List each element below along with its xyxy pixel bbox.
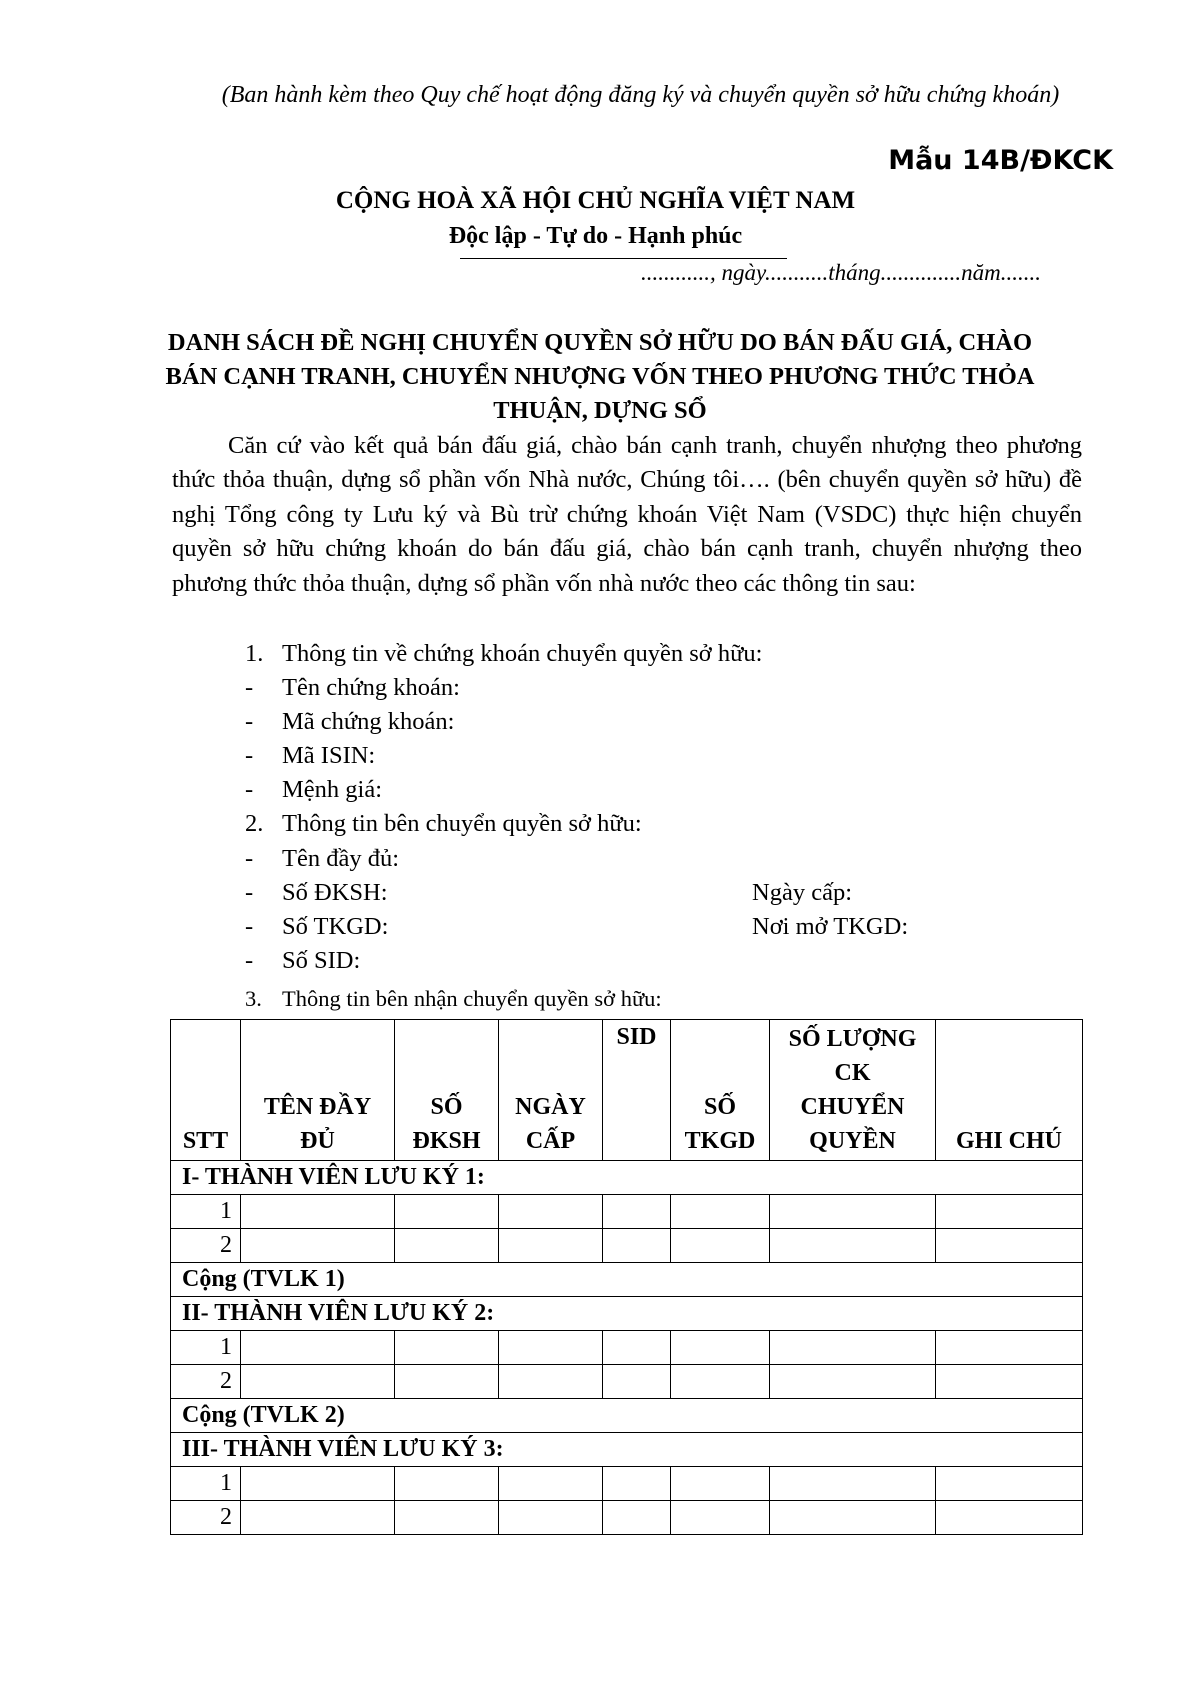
group-label: II- THÀNH VIÊN LƯU KÝ 2: [171, 1297, 1083, 1331]
header-line: ĐỦ [300, 1128, 335, 1154]
header-line: CẤP [525, 1128, 576, 1154]
cell [770, 1467, 936, 1501]
dksh-label: Số ĐKSH: [282, 879, 388, 906]
section-3-heading: Thông tin bên nhận chuyển quyền sở hữu: [282, 986, 662, 1011]
table-row [171, 1501, 1083, 1535]
sid-label: Số SID: [282, 947, 361, 974]
cell [770, 1229, 936, 1263]
date-line: ............, ngày...........tháng..............năm....... [641, 260, 1041, 285]
cell [936, 1331, 1083, 1365]
cell [770, 1195, 936, 1229]
header-line: CK [834, 1060, 871, 1086]
header-line: QUYỀN [809, 1128, 896, 1154]
group-heading-row [171, 1161, 1083, 1195]
cell [936, 1467, 1083, 1501]
cell [936, 1501, 1083, 1535]
cell [499, 1229, 603, 1263]
par-value-label: Mệnh giá: [282, 776, 383, 803]
issued-with-note: (Ban hành kèm theo Quy chế hoạt động đăng ký và chuyển quyền sở hữu chứng khoán) [221, 82, 1060, 108]
cell [241, 1467, 395, 1501]
header-line: ĐKSH [412, 1128, 481, 1154]
cell [499, 1501, 603, 1535]
document-title: DANH SÁCH ĐỀ NGHỊ CHUYỂN QUYỀN SỞ HỮU DO BÁN ĐẤU GIÁ, CHÀO BÁN CẠNH TRANH, CHUYỂN NHƯỢNG VỐN THEO PHƯƠNG THỨC THỎA THUẬN, DỰNG SỔ [165, 329, 1035, 424]
cell [671, 1365, 770, 1399]
tkgd-place-label: Nơi mở TKGD: [752, 913, 909, 940]
dash: - [245, 708, 254, 735]
group-total-row [171, 1399, 1083, 1433]
cell [499, 1331, 603, 1365]
cell [671, 1501, 770, 1535]
header-line: SỐ LƯỢNG [788, 1026, 917, 1052]
header-tkgd [671, 1020, 770, 1161]
cell [603, 1467, 671, 1501]
cell [499, 1195, 603, 1229]
row-number: 2 [171, 1365, 241, 1399]
cell [499, 1467, 603, 1501]
section-1-marker: 1. [245, 640, 264, 667]
cell [770, 1365, 936, 1399]
table-row [171, 1195, 1083, 1229]
header-issue-date [499, 1020, 603, 1161]
table-row [171, 1331, 1083, 1365]
cell [241, 1365, 395, 1399]
table-row [171, 1365, 1083, 1399]
group-total-label: Cộng (TVLK 1) [171, 1263, 1083, 1297]
cell [770, 1331, 936, 1365]
header-line: TKGD [684, 1128, 756, 1154]
cell [603, 1229, 671, 1263]
header-line: SỐ [430, 1094, 463, 1120]
cell [936, 1229, 1083, 1263]
dash: - [245, 674, 254, 701]
row-number: 1 [171, 1331, 241, 1365]
issue-date-label: Ngày cấp: [752, 879, 852, 906]
security-code-label: Mã chứng khoán: [282, 708, 455, 735]
cell [671, 1195, 770, 1229]
dash: - [245, 742, 254, 769]
cell [603, 1501, 671, 1535]
dash: - [245, 947, 254, 974]
dash: - [245, 913, 254, 940]
header-line: SỐ [703, 1094, 736, 1120]
cell [671, 1331, 770, 1365]
group-label: III- THÀNH VIÊN LƯU KÝ 3: [171, 1433, 1083, 1467]
dash: - [245, 879, 254, 906]
cell [395, 1365, 499, 1399]
cell [395, 1331, 499, 1365]
cell [671, 1467, 770, 1501]
group-label: I- THÀNH VIÊN LƯU KÝ 1: [171, 1161, 1083, 1195]
recipient-table [170, 1019, 1083, 1535]
cell [395, 1229, 499, 1263]
tkgd-label: Số TKGD: [282, 913, 389, 940]
section-2-heading: Thông tin bên chuyển quyền sở hữu: [282, 810, 642, 837]
cell [395, 1195, 499, 1229]
dash: - [245, 776, 254, 803]
row-number: 1 [171, 1467, 241, 1501]
header-dksh [395, 1020, 499, 1161]
header-sid: SID [603, 1020, 671, 1161]
cell [603, 1195, 671, 1229]
cell [671, 1229, 770, 1263]
group-heading-row [171, 1433, 1083, 1467]
table-row [171, 1467, 1083, 1501]
group-total-row [171, 1263, 1083, 1297]
cell [499, 1365, 603, 1399]
header-full-name [241, 1020, 395, 1161]
row-number: 1 [171, 1195, 241, 1229]
cell [241, 1229, 395, 1263]
cell [603, 1365, 671, 1399]
cell [936, 1195, 1083, 1229]
section-2-marker: 2. [245, 810, 264, 837]
cell [241, 1195, 395, 1229]
intro-paragraph: Căn cứ vào kết quả bán đấu giá, chào bán cạnh tranh, chuyển nhượng theo phương thức thỏa thuận, dựng sổ phần vốn Nhà nước, Chúng tôi…. (bên chuyển quyền sở hữu) đề nghị Tổng công ty Lưu ký và Bù trừ chứng khoán Việt Nam (VSDC) thực hiện chuyển quyền sở hữu chứng khoán do bán đấu giá, chào bán cạnh tranh, chuyển nhượng theo phương thức thỏa thuận, dựng sổ phần vốn nhà nước theo các thông tin sau: [172, 432, 1082, 597]
full-name-label: Tên đầy đủ: [282, 845, 400, 872]
cell [936, 1365, 1083, 1399]
security-name-label: Tên chứng khoán: [282, 674, 460, 701]
nation-name: CỘNG HOÀ XÃ HỘI CHỦ NGHĨA VIỆT NAM [335, 187, 856, 214]
cell [395, 1501, 499, 1535]
table-header-row [171, 1020, 1083, 1161]
table-row [171, 1229, 1083, 1263]
dash: - [245, 845, 254, 872]
header-note: GHI CHÚ [936, 1020, 1083, 1161]
row-number: 2 [171, 1229, 241, 1263]
cell [241, 1501, 395, 1535]
national-motto: Độc lập - Tự do - Hạnh phúc [448, 223, 743, 249]
isin-label: Mã ISIN: [282, 742, 376, 769]
cell [770, 1501, 936, 1535]
form-code: Mẫu 14B/ĐKCK [888, 145, 1113, 176]
header-stt: STT [171, 1020, 241, 1161]
group-heading-row [171, 1297, 1083, 1331]
header-line: NGÀY [515, 1094, 586, 1120]
row-number: 2 [171, 1501, 241, 1535]
header-line: TÊN ĐẦY [263, 1094, 372, 1120]
cell [603, 1331, 671, 1365]
section-3-marker: 3. [245, 986, 262, 1011]
section-1-heading: Thông tin về chứng khoán chuyển quyền sở hữu: [282, 640, 763, 667]
group-total-label: Cộng (TVLK 2) [171, 1399, 1083, 1433]
motto-underline [460, 258, 787, 259]
cell [395, 1467, 499, 1501]
cell [241, 1331, 395, 1365]
header-line: CHUYỂN [800, 1094, 905, 1120]
header-transfer-quantity [770, 1020, 936, 1161]
